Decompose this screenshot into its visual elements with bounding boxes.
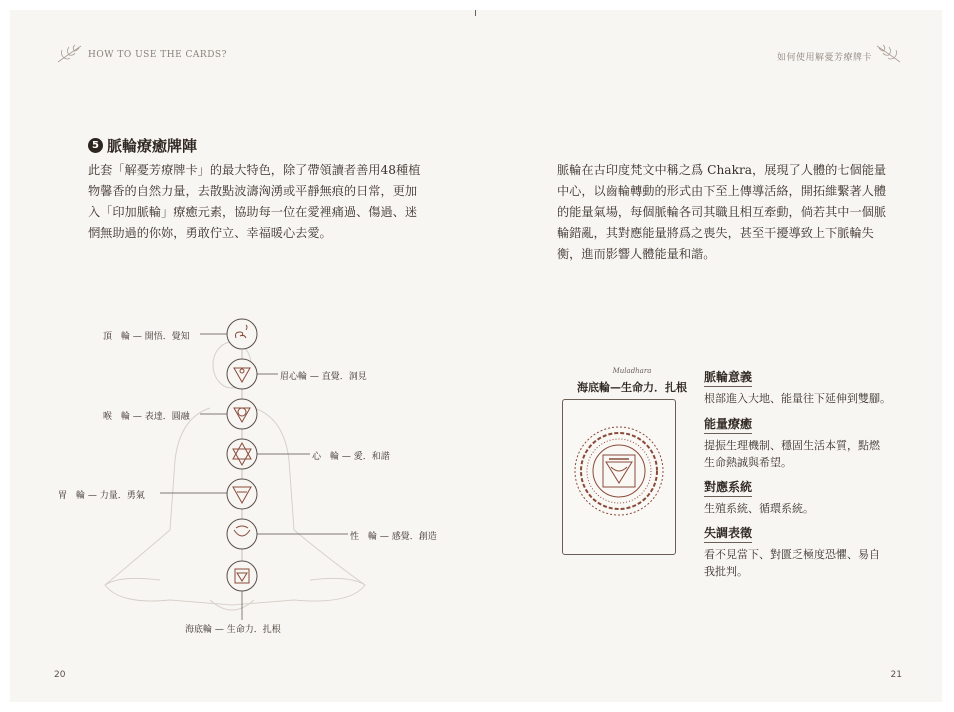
info-title: 能量療癒: [704, 415, 752, 434]
sacral-chakra-label: 性 輪 — 感覺．創造: [350, 532, 437, 542]
page-number: 21: [890, 670, 902, 680]
solar-plexus-chakra-icon: [227, 479, 257, 509]
sprig-ornament-icon: [54, 42, 84, 66]
page-header: HOW TO USE THE CARDS?: [88, 50, 227, 60]
root-chakra-label: 海底輪 — 生命力．扎根: [185, 625, 281, 635]
info-block-healing: [704, 413, 904, 471]
info-text: 根部進入大地、能量往下延伸到雙腳。: [704, 392, 891, 405]
root-chakra-icon: [227, 561, 257, 591]
chakra-intro-paragraph: 脈輪在古印度梵文中稱之爲 Chakra，展現了人體的七個能量中心，以齒輪轉動的形式由下至上傳導活絡，開拓維繫著人體的能量氣場，每個脈輪各司其職且相互牽動，倘若其中一個脈輪錯亂，其對應能量將爲之喪失，甚至干擾導致上下脈輪失衡，進而影響人體能量和諧。: [557, 163, 887, 261]
card-title: 海底輪—生命力．扎根: [577, 381, 687, 394]
root-chakra-card: [562, 399, 676, 555]
card-subtitle: Muladhara: [612, 367, 652, 375]
info-title: 失調表徵: [704, 524, 752, 543]
root-chakra-mandala-icon: [573, 425, 665, 517]
crown-chakra-icon: [227, 319, 257, 349]
page-number: 20: [54, 670, 66, 680]
third-eye-chakra-icon: [227, 359, 257, 389]
throat-chakra-icon: [227, 399, 257, 429]
sprig-ornament-icon: [874, 42, 904, 66]
section-title: [88, 135, 197, 156]
third-eye-chakra-label: 眉心輪 — 直覺．洞見: [280, 372, 367, 382]
info-block-imbalance: [704, 522, 904, 580]
sacral-chakra-icon: [227, 519, 257, 549]
chakra-diagram: [10, 300, 476, 640]
book-spread: [10, 10, 942, 702]
right-page: [476, 10, 942, 702]
info-text: 提振生理機制、穩固生活本質，點燃生命熱誠與希望。: [704, 439, 880, 469]
info-title: 對應系統: [704, 478, 752, 497]
crown-chakra-label: 頂 輪 — 開悟．覺知: [103, 332, 190, 342]
section-number-badge: 5: [88, 138, 103, 153]
page-header: 如何使用解憂芳療牌卡: [776, 53, 872, 63]
section-title-text: 脈輪療癒牌陣: [107, 137, 198, 155]
solar-plexus-chakra-label: 胃 輪 — 力量．勇氣: [58, 491, 145, 501]
heart-chakra-icon: [227, 439, 257, 469]
info-text: 生殖系統、循環系統。: [704, 502, 814, 515]
info-text: 看不見當下、對匱乏極度恐懼、易自我批判。: [704, 548, 880, 578]
intro-paragraph: 此套「解憂芳療牌卡」的最大特色，除了帶領讀者善用48種植物馨香的自然力量，去散點波濤洶湧或平靜無痕的日常，更加入「印加脈輪」療癒元素，協助每一位在愛裡痛過、傷過、迷惘無助過的你妳，勇敢佇立、幸福暖心去愛。: [88, 163, 421, 240]
info-block-meaning: [704, 366, 904, 407]
left-page: [10, 10, 476, 702]
heart-chakra-label: 心 輪 — 愛．和諧: [312, 452, 390, 462]
throat-chakra-label: 喉 輪 — 表達．圓融: [103, 412, 190, 422]
info-title: 脈輪意義: [704, 368, 752, 387]
info-block-system: [704, 476, 904, 517]
